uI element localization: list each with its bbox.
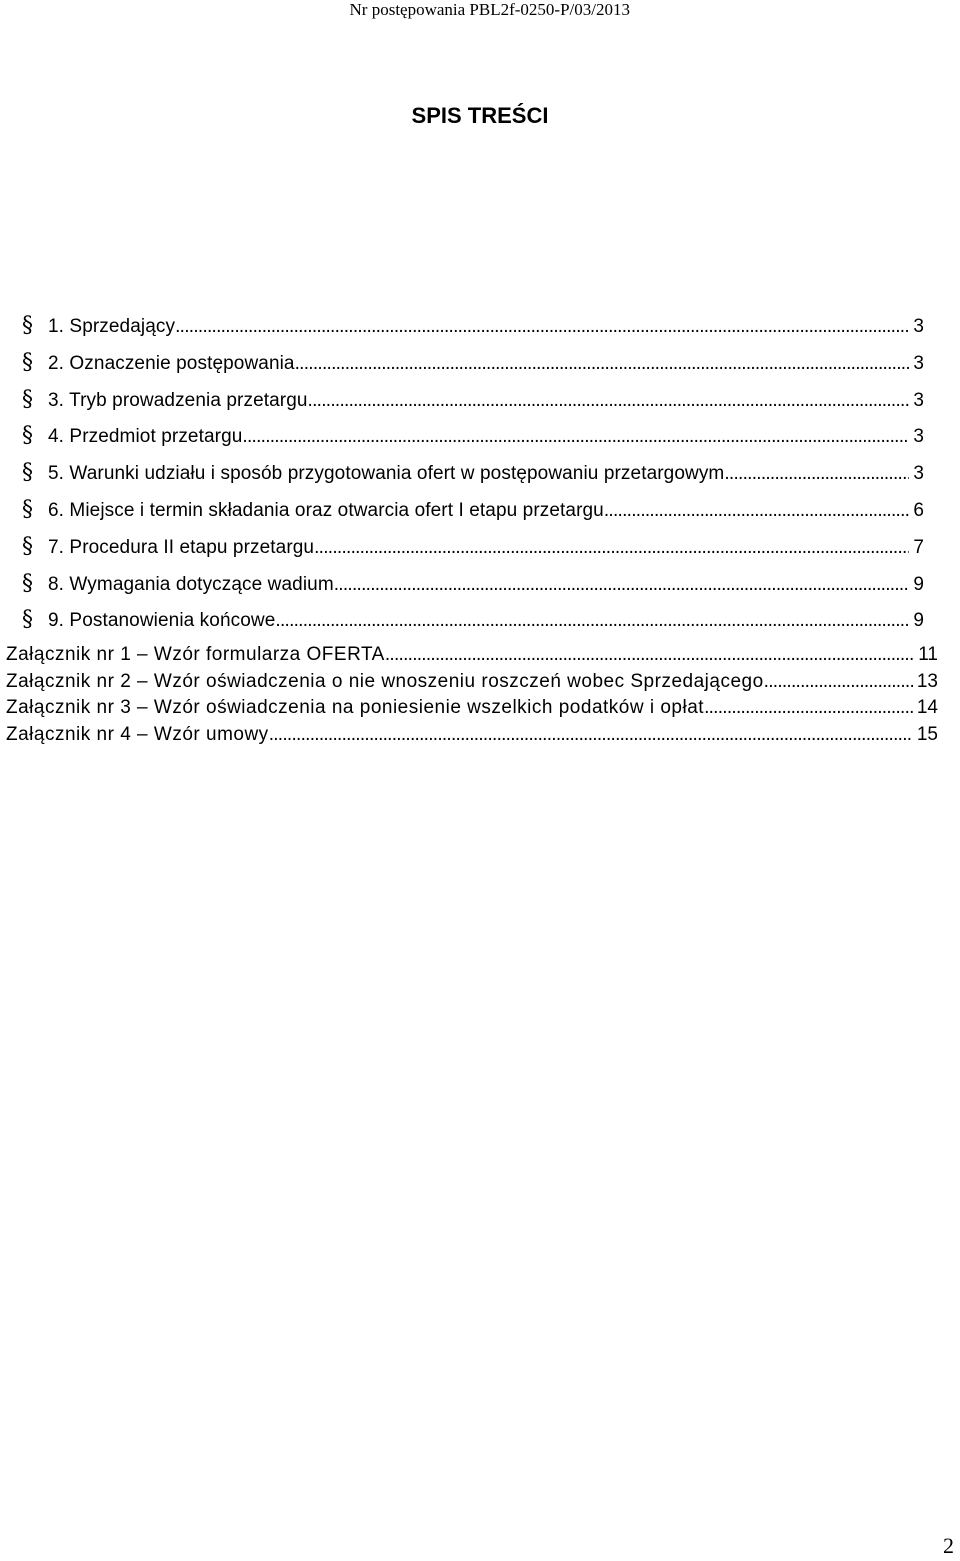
toc-dot-leader [175, 309, 909, 344]
section-mark-icon: § [22, 570, 33, 596]
toc-annex-entry[interactable] [6, 642, 938, 668]
toc-dot-leader [334, 567, 910, 602]
section-mark-icon: § [22, 533, 33, 559]
toc-entry-page: 11 [918, 644, 938, 665]
toc-entry-title: Załącznik nr 2 – Wzór oświadczenia o nie wnoszeniu roszczeń wobec Sprzedającego [6, 670, 764, 692]
toc-annex-entry[interactable] [6, 669, 938, 695]
page-header-reference: Nr postępowania PBL2f-0250-P/03/2013 [349, 0, 630, 19]
section-mark-icon: § [22, 460, 33, 486]
toc-dot-leader [704, 695, 913, 721]
toc-dot-leader [385, 642, 914, 668]
toc-dot-leader [604, 493, 910, 528]
toc-entry-title: 3. Tryb prowadzenia przetargu [48, 389, 308, 411]
section-mark-icon: § [22, 423, 33, 449]
toc-entry-page: 3 [913, 463, 924, 485]
section-mark-icon: § [22, 497, 33, 522]
toc-entry[interactable] [22, 529, 924, 565]
section-mark-icon: § [22, 313, 33, 338]
toc-dot-leader [764, 669, 913, 695]
toc-entry-title: 4. Przedmiot przetargu [48, 426, 243, 448]
toc-entry-page: 14 [916, 697, 938, 718]
toc-entry-page: 9 [913, 610, 924, 632]
toc-entry[interactable] [22, 492, 924, 528]
toc-dot-leader [275, 603, 909, 638]
toc-entry[interactable] [22, 308, 924, 344]
toc-entry-page: 3 [913, 316, 924, 337]
toc-entry-title: Załącznik nr 4 – Wzór umowy [6, 723, 269, 745]
toc-entry-page: 3 [913, 426, 924, 448]
toc-entry-title: 5. Warunki udziału i sposób przygotowania ofert w postępowaniu przetargowym [48, 463, 725, 485]
toc-entry-title: 2. Oznaczenie postępowania [48, 352, 295, 374]
toc-entry-title: 8. Wymagania dotyczące wadium [48, 573, 334, 595]
toc-dot-leader [724, 456, 909, 491]
toc-dot-leader [308, 383, 910, 418]
toc-entry-title: 6. Miejsce i termin składania oraz otwarcia ofert I etapu przetargu [48, 500, 604, 521]
toc-dot-leader [242, 419, 909, 454]
toc-annex-entry[interactable] [6, 722, 938, 748]
toc-entry-page: 9 [913, 573, 924, 595]
toc-entry-page: 15 [916, 723, 938, 745]
toc-entry-page: 7 [913, 536, 924, 558]
toc-entry-title: 1. Sprzedający [48, 316, 176, 337]
section-mark-icon: § [22, 607, 33, 633]
toc-entry[interactable] [22, 382, 924, 418]
toc-entry[interactable] [22, 345, 924, 381]
toc-entry[interactable] [22, 418, 924, 454]
toc-dot-leader [314, 530, 909, 565]
toc-entry-title: Załącznik nr 3 – Wzór oświadczenia na poniesienie wszelkich podatków i opłat [6, 697, 705, 718]
toc-dot-leader [295, 346, 910, 381]
toc-entry-title: 7. Procedura II etapu przetargu [48, 536, 315, 558]
toc-entry-page: 3 [913, 352, 924, 374]
toc-entry[interactable] [22, 602, 924, 638]
section-mark-icon: § [22, 386, 33, 412]
toc-entry-page: 6 [913, 500, 924, 521]
toc-entry-page: 3 [913, 389, 924, 411]
toc-entry[interactable] [22, 566, 924, 602]
toc-annex-entry[interactable] [6, 695, 938, 721]
toc-dot-leader [269, 722, 913, 748]
toc-title: SPIS TREŚCI [411, 103, 549, 128]
toc-entry[interactable] [22, 455, 924, 491]
toc-entry-title: 9. Postanowienia końcowe [48, 610, 276, 632]
toc-entry-title: Załącznik nr 1 – Wzór formularza OFERTA [6, 644, 385, 665]
section-mark-icon: § [22, 349, 33, 375]
toc-entry-page: 13 [916, 670, 938, 692]
page-number: 2 [943, 1533, 954, 1558]
